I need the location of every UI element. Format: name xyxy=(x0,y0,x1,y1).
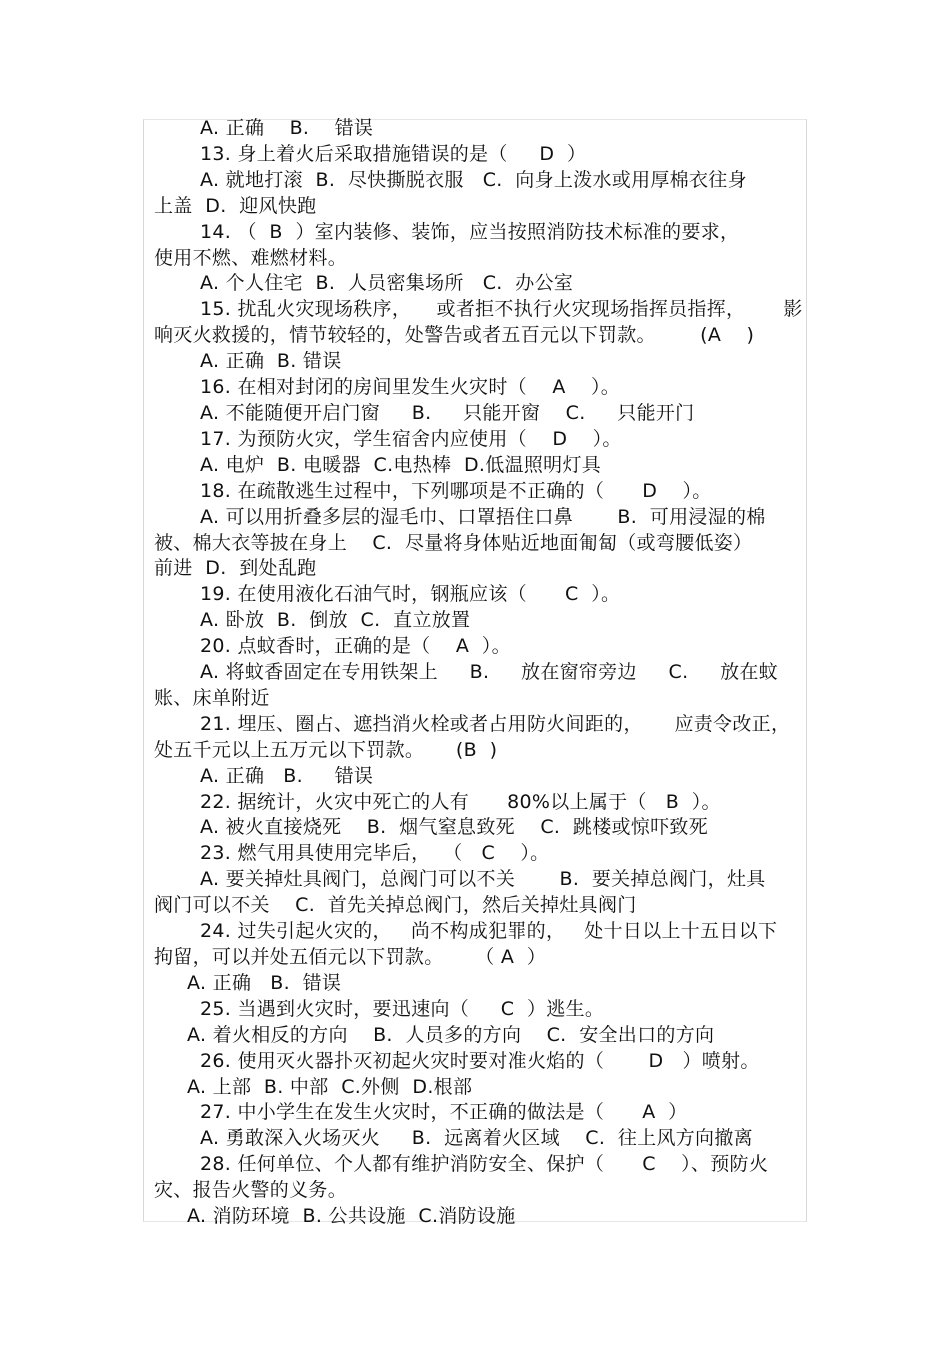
text-line: A. 正确 B. 错误 xyxy=(200,764,374,787)
text-line: 18. 在疏散逃生过程中，下列哪项是不正确的（ D ）。 xyxy=(200,479,712,502)
text-line: 被、棉大衣等披在身上 C. 尽量将身体贴近地面匍匐（或弯腰低姿） xyxy=(154,531,753,554)
text-line: 25. 当遇到火灾时，要迅速向（ C ）逃生。 xyxy=(200,997,605,1020)
text-line: A. 电炉 B. 电暖器 C.电热棒 D.低温照明灯具 xyxy=(200,453,602,476)
text-line: 账、床单附近 xyxy=(154,686,270,709)
text-line: 21. 埋压、圈占、遮挡消火栓或者占用防火间距的， 应责令改正， xyxy=(200,712,791,735)
text-line: A. 消防环境 B. 公共设施 C.消防设施 xyxy=(187,1205,516,1228)
text-line: 24. 过失引起火灾的， 尚不构成犯罪的， 处十日以上十五日以下 xyxy=(200,920,778,943)
text-line: 上盖 D. 迎风快跑 xyxy=(154,194,317,217)
text-line: 使用不燃、难燃材料。 xyxy=(154,246,348,269)
text-line: A. 不能随便开启门窗 B. 只能开窗 C. 只能开门 xyxy=(200,401,695,424)
text-line: A. 个人住宅 B. 人员密集场所 C. 办公室 xyxy=(200,272,574,295)
text-line: 16. 在相对封闭的房间里发生火灾时（ A ）。 xyxy=(200,376,621,399)
text-line: A. 正确 B. 错误 xyxy=(200,350,342,373)
text-line: A. 卧放 B. 倒放 C. 直立放置 xyxy=(200,609,471,632)
text-line: A. 勇敢深入火场灭火 B. 远离着火区域 C. 往上风方向撤离 xyxy=(200,1127,753,1150)
text-line: A. 将蚊香固定在专用铁架上 B. 放在窗帘旁边 C. 放在蚊 xyxy=(200,661,779,684)
text-line: 17. 为预防火灾，学生宿舍内应使用（ D ）。 xyxy=(200,427,622,450)
text-line: 22. 据统计，火灾中死亡的人有 80%以上属于（ B ）。 xyxy=(200,790,721,813)
text-line: A. 着火相反的方向 B. 人员多的方向 C. 安全出口的方向 xyxy=(187,1023,715,1046)
text-line: A. 就地打滚 B. 尽快撕脱衣服 C. 向身上泼水或用厚棉衣往身 xyxy=(200,168,747,191)
text-line: 23. 燃气用具使用完毕后， （ C ）。 xyxy=(200,842,550,865)
text-line: 20. 点蚊香时，正确的是（ A ）。 xyxy=(200,635,511,658)
text-line: 13. 身上着火后采取措施错误的是（ D ） xyxy=(200,142,587,165)
text-line: 26. 使用灭火器扑灭初起火灾时要对准火焰的（ D ）喷射。 xyxy=(200,1049,760,1072)
text-line: A. 正确 B. 错误 xyxy=(200,117,374,139)
text-line: 15. 扰乱火灾现场秩序， 或者拒不执行火灾现场指挥员指挥， 影 xyxy=(200,298,803,321)
text-line: 阀门可以不关 C. 首先关掉总阀门，然后关掉灶具阀门 xyxy=(154,894,637,917)
text-line: 前进 D. 到处乱跑 xyxy=(154,557,317,580)
text-line: 27. 中小学生在发生火灾时，不正确的做法是（ A ） xyxy=(200,1101,688,1124)
text-line: A. 正确 B. 错误 xyxy=(187,971,342,994)
text-line: 14. （ B ）室内装修、装饰，应当按照消防技术标准的要求， xyxy=(200,220,740,243)
text-line: 19. 在使用液化石油气时，钢瓶应该（ C ）。 xyxy=(200,583,621,606)
text-line: 响灭火救援的，情节较轻的，处警告或者五百元以下罚款。 (A ) xyxy=(154,324,755,347)
text-line: 28. 任何单位、个人都有维护消防安全、保护（ C ）、预防火 xyxy=(200,1153,769,1176)
document-body xyxy=(154,116,804,1230)
text-line: 拘留，可以并处五佰元以下罚款。 （ A ） xyxy=(154,946,547,968)
text-line: 灾、报告火警的义务。 xyxy=(154,1179,348,1202)
text-line: A. 可以用折叠多层的湿毛巾、口罩捂住口鼻 B. 可用浸湿的棉 xyxy=(200,505,766,528)
text-line: A. 被火直接烧死 B. 烟气窒息致死 C. 跳楼或惊吓致死 xyxy=(200,816,708,839)
text-line: A. 上部 B. 中部 C.外侧 D.根部 xyxy=(187,1075,473,1098)
text-line: 处五千元以上五万元以下罚款。 (B ) xyxy=(154,738,498,761)
text-line: A. 要关掉灶具阀门，总阀门可以不关 B. 要关掉总阀门，灶具 xyxy=(200,868,766,891)
